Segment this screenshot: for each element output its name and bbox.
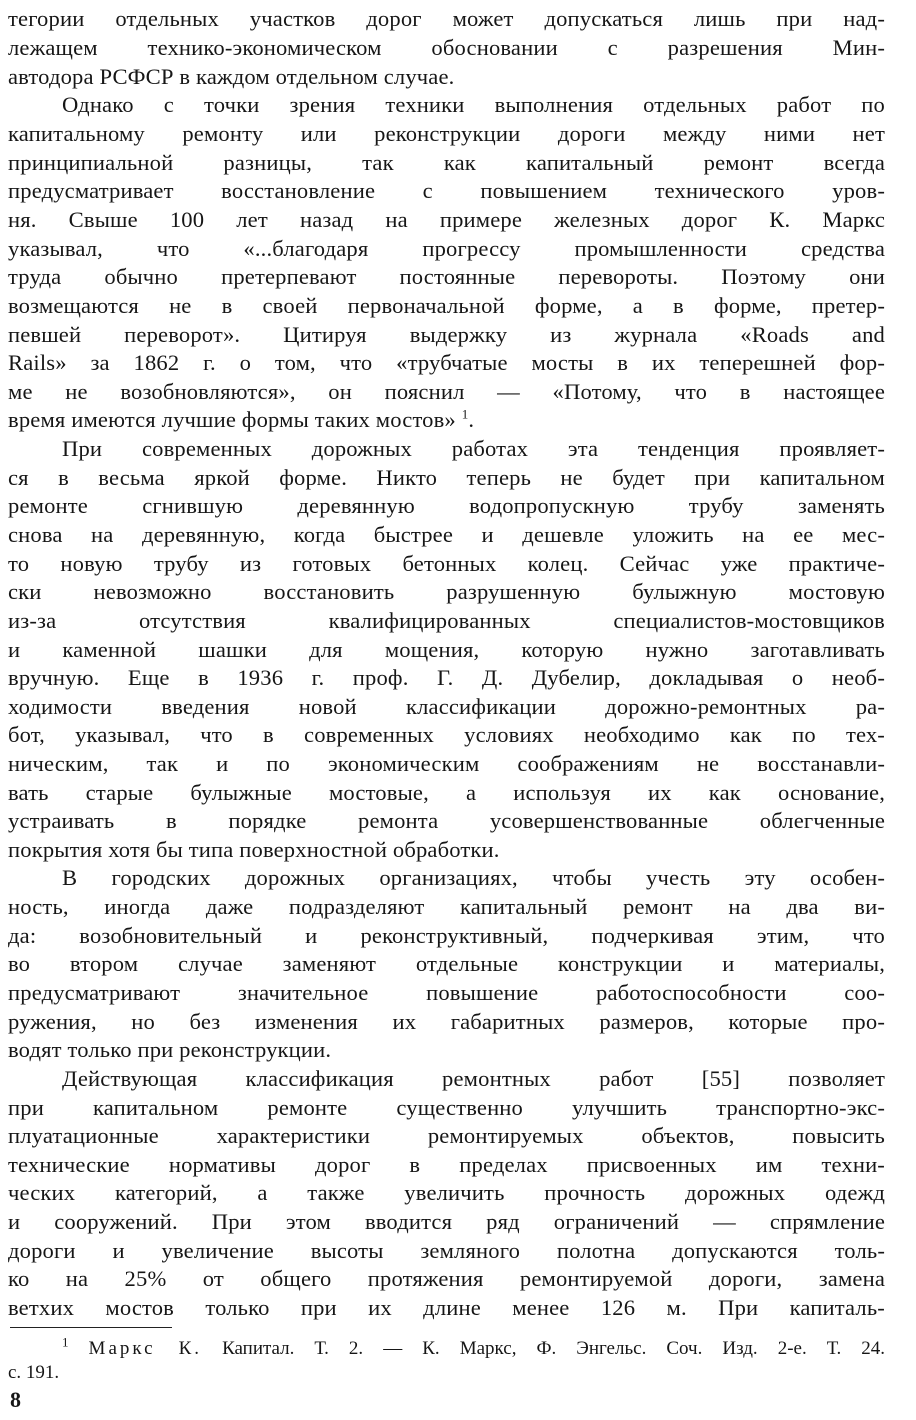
footnote-line <box>62 1334 886 1361</box>
text-line: то новую трубу из готовых бетонных колец. Сейчас уже практиче- <box>8 551 885 576</box>
text-line: при капитальном ремонте существенно улучшить транспортно-экс- <box>8 1095 885 1120</box>
text-line: Однако с точки зрения техники выполнения отдельных работ по <box>62 92 885 117</box>
text-line: ремонте сгнившую деревянную водопропускную трубу заменять <box>8 493 885 518</box>
text-line: ветхих мостов только при их длине менее 126 м. При капиталь- <box>8 1295 885 1320</box>
text-line: снова на деревянную, когда быстрее и дешевле уложить на ее мес- <box>8 522 885 547</box>
text-line: труда обычно претерпевают постоянные перевороты. Поэтому они <box>8 264 885 289</box>
text-line: во втором случае заменяют отдельные конструкции и материалы, <box>8 951 885 976</box>
text-line: бот, указывал, что в современных условиях необходимо как по тех- <box>8 722 885 747</box>
text-line: вать старые булыжные мостовые, а используя их как основание, <box>8 780 885 805</box>
page-number: 8 <box>10 1387 21 1412</box>
text-line: певшей переворот». Цитируя выдержку из журнала «Roads and <box>8 322 885 347</box>
text-line: предусматривает восстановление с повышением технического уров- <box>8 178 885 203</box>
text-line: да: возобновительный и реконструктивный, подчеркивая этим, что <box>8 923 885 948</box>
text-line: ружения, но без изменения их габаритных размеров, которые про- <box>8 1009 885 1034</box>
text-line: дороги и увеличение высоты земляного полотна допускаются толь- <box>8 1238 885 1263</box>
text-line: ня. Свыше 100 лет назад на примере железных дорог К. Маркс <box>8 207 885 232</box>
text-line: автодора РСФСР в каждом отдельном случае. <box>8 64 455 89</box>
text-line: плуатационные характеристики ремонтируемых объектов, повысить <box>8 1123 885 1148</box>
text-line: предусматривают значительное повышение работоспособности соо- <box>8 980 885 1005</box>
text-line: лежащем технико-экономическом обосновании с разрешения Мин- <box>8 35 885 60</box>
text-line: водят только при реконструкции. <box>8 1037 332 1062</box>
footnote-rule <box>10 1327 172 1328</box>
text-line: ся в весьма яркой форме. Никто теперь не будет при капитальном <box>8 465 885 490</box>
text-line: В городских дорожных организациях, чтобы учесть эту особен- <box>62 865 885 890</box>
footnote-reference: 1 <box>461 406 469 422</box>
text-line: ко на 25% от общего протяжения ремонтируемой дороги, замена <box>8 1266 885 1291</box>
text-line: ческих категорий, а также увеличить прочность дорожных одежд <box>8 1180 885 1205</box>
text-line: Действующая классификация ремонтных работ [55] позволяет <box>62 1066 885 1091</box>
text-line: и каменной шашки для мощения, которую нужно заготавливать <box>8 637 885 662</box>
footnote-line: с. 191. <box>8 1362 60 1383</box>
text-line: устраивать в порядке ремонта усовершенствованные облегченные <box>8 808 885 833</box>
text-line: капитальному ремонту или реконструкции дороги между ними нет <box>8 121 885 146</box>
text-line: ме не возобновляются», он пояснил — «Потому, что в настоящее <box>8 379 885 404</box>
text-line: ническим, так и по экономическим соображениям не восстанавли- <box>8 751 885 776</box>
text-line: тегории отдельных участков дорог может допускаться лишь при над- <box>8 6 885 31</box>
text-line: принципиальной разницы, так как капитальный ремонт всегда <box>8 150 885 175</box>
text-line: технические нормативы дорог в пределах присвоенных им техни- <box>8 1152 885 1177</box>
text-line: и сооружений. При этом вводится ряд ограничений — спрямление <box>8 1209 885 1234</box>
text-line: возмещаются не в своей первоначальной форме, а в форме, претер- <box>8 293 885 318</box>
footnote-marker: 1 <box>62 1334 69 1350</box>
text-line: ходимости введения новой классификации дорожно-ремонтных ра- <box>8 694 885 719</box>
footnote-citation: Капитал. Т. 2. — К. Маркс, Ф. Энгельс. Соч. Изд. 2-е. Т. 24. <box>222 1338 886 1359</box>
footnote-author: Маркс К. <box>88 1338 203 1359</box>
text-line: время имеются лучшие формы таких мостов» $^1$. <box>8 406 475 432</box>
text-line: указывал, что «...благодаря прогрессу промышленности средства <box>8 236 885 261</box>
text-line: вручную. Еще в 1936 г. проф. Г. Д. Дубелир, докладывая о необ- <box>8 665 885 690</box>
text-line: ски невозможно восстановить разрушенную булыжную мостовую <box>8 579 885 604</box>
text-line: ность, иногда даже подразделяют капитальный ремонт на два ви- <box>8 894 885 919</box>
text-line-content: время имеются лучшие формы таких мостов» <box>8 407 456 432</box>
text-line: покрытия хотя бы типа поверхностной обработки. <box>8 837 500 862</box>
text-line: Rails» за 1862 г. о том, что «трубчатые мосты в их теперешней фор- <box>8 350 885 375</box>
text-line: При современных дорожных работах эта тенденция проявляет- <box>62 436 885 461</box>
text-line: из-за отсутствия квалифицированных специалистов-мостовщиков <box>8 608 885 633</box>
